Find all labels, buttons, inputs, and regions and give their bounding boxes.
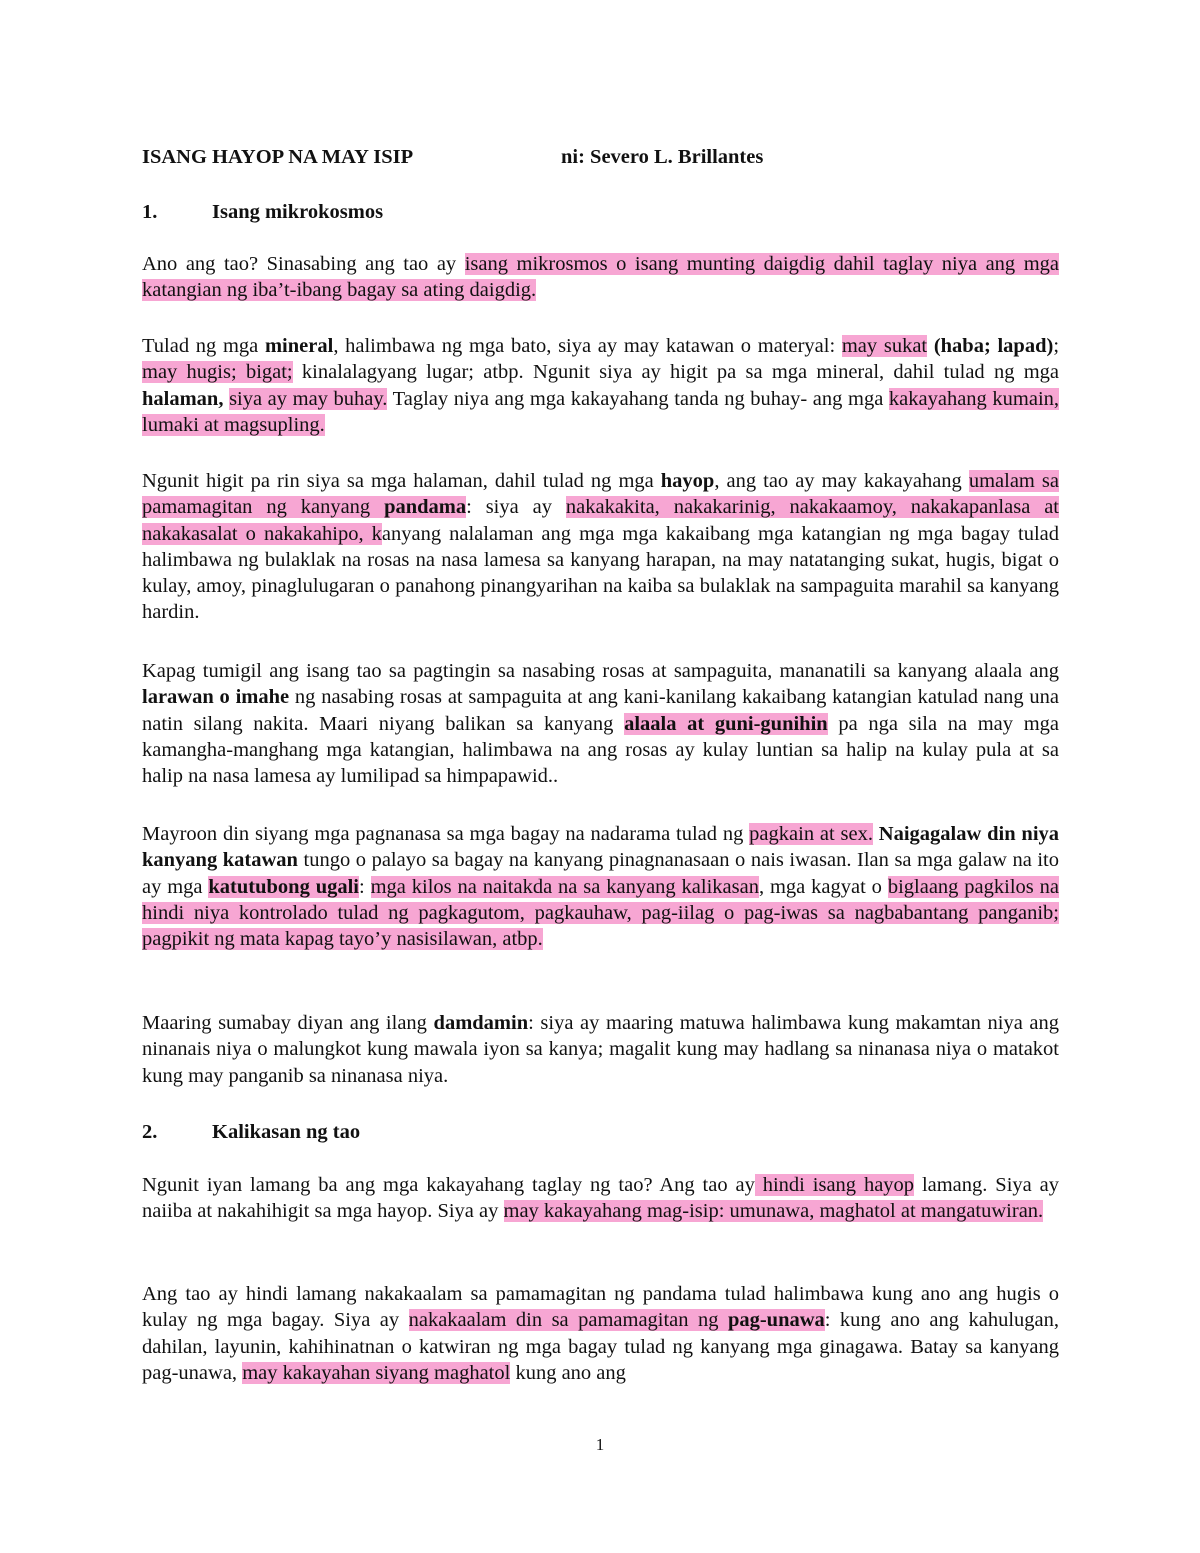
text-run: umalam sa pamamagitan ng kanyang <box>142 470 1059 519</box>
text-run: ; <box>1053 335 1060 357</box>
highlight: pagkain at sex. <box>749 823 873 845</box>
bold-term: mineral <box>264 335 334 357</box>
bold-term: pandama <box>384 496 467 519</box>
text-run: : kung ano ang kahulugan, dahilan, layunin, kahihinatnan o katwiran ng mga bagay tulad ng kanyang mga ginagawa. Batay sa kanyang pag-unawa, <box>142 1309 1059 1384</box>
title-row <box>142 146 1062 169</box>
text-run: . Ngunit siya ay higit pa sa mga mineral, dahil tulad ng mga <box>518 361 1060 384</box>
text-run: : siya ay maaring matuwa halimbawa kung makamtan niya ang ninanais niya o malungkot kung mawala iyon sa kanya; magalit kung may hadlang sa ninanasa niya o matakot kung may panganib sa ninanasa niya. <box>142 1012 1060 1087</box>
paragraph-1 <box>142 251 1059 304</box>
document-author: ni: Severo L. Brillantes <box>561 146 764 168</box>
highlight: hindi isang hayop <box>754 1174 915 1196</box>
text-run: Tulad ng mga <box>142 335 265 357</box>
text-run: nakakaalam din sa pamamagitan ng <box>408 1309 728 1332</box>
text-run: , halimbawa ng mga bato, siya ay may katawan o materyal: <box>333 335 842 357</box>
bold-term: (haba; lapad) <box>933 335 1054 357</box>
highlight: siya ay may buhay. <box>229 387 388 410</box>
section-2-title: Kalikasan ng tao <box>212 1121 361 1143</box>
text-run: Ang tao ay hindi lamang nakakaalam sa pamamagitan ng pandama tulad halimbawa kung ano ang hugis o kulay ng mga bagay. Siya ay <box>142 1283 1059 1332</box>
bold-term: hayop <box>660 470 715 492</box>
section-2-number: 2. <box>142 1121 158 1143</box>
text-run: Ngunit higit pa rin siya sa mga halaman, dahil tulad ng mga <box>142 470 661 492</box>
paragraph-3 <box>142 468 1059 626</box>
text-run: : siya ay <box>466 496 566 519</box>
bold-term: halaman, <box>142 387 224 410</box>
text-run: Ano ang tao? Sinasabing ang tao ay <box>142 253 465 275</box>
text-run: anyang nalalaman ang mga mga kakaibang mga katangian ng mga bagay tulad halimbawa ng bulaklak na rosas na nasa lamesa sa kanyang harapan, na may natatanging sukat, hugis, bigat o kulay, amoy, pinaglulugaran o panahong pinangyarihan na kaiba sa bulaklak na sampaguita marahil sa kanyang hardin. <box>142 522 1060 624</box>
highlight <box>409 1309 825 1331</box>
highlight: may sukat <box>841 335 928 357</box>
text-run: Taglay niya ang mga kakayahang tanda ng buhay- ang mga <box>387 387 889 410</box>
paragraph-6 <box>142 1010 1059 1089</box>
document-title: ISANG HAYOP NA MAY ISIP <box>142 146 414 168</box>
text-run: Mayroon din siyang mga pagnanasa sa mga bagay na nadarama tulad ng <box>142 823 750 845</box>
highlight: isang mikrosmos o isang munting daigdig dahil taglay niya ang mga katangian ng iba’t-ibang bagay sa ating daigdig. <box>142 253 1059 302</box>
text-run: Ngunit iyan lamang ba ang mga kakayahang taglay ng tao? Ang tao ay <box>142 1174 755 1196</box>
paragraph-7 <box>142 1172 1059 1225</box>
text-run: Kapag tumigil ang isang tao sa pagtingin sa nasabing rosas at sampaguita, mananatili sa kanyang alaala ang <box>142 660 1059 682</box>
highlight: biglaang pagkilos na hindi niya kontrolado tulad ng pagkagutom, pagkauhaw, pag-iilag o pag-iwas sa nagbabantang panganib; pagpikit ng mata kapag tayo’y nasisilawan, atbp. <box>142 875 1059 951</box>
text-run: : <box>359 875 371 898</box>
page-number: 1 <box>595 1435 605 1454</box>
bold-term: pag-unawa <box>727 1309 825 1332</box>
text-run: lamang. Siya ay naiiba at nakahihigit sa mga hayop. Siya ay <box>142 1174 1060 1223</box>
section-1-number: 1. <box>142 201 158 223</box>
highlight: may hugis; bigat; <box>142 361 293 384</box>
section-2-heading <box>142 1121 360 1144</box>
text-run: tungo o palayo sa bagay na kanyang pinagnanasaan o nais iwasan. Ilan sa mga galaw na ito ay mga <box>142 849 1059 898</box>
section-1-title: Isang mikrokosmos <box>212 201 384 223</box>
text-run: Maaring sumabay diyan ang ilang <box>142 1012 434 1034</box>
highlight: nakakakita, nakakarinig, nakakaamoy, nakakapanlasa at nakakasalat o nakakahipo, k <box>142 496 1059 545</box>
highlight: mga kilos na naitakda na sa kanyang kalikasan <box>370 875 759 898</box>
text-run: ng nasabing rosas at sampaguita at ang kani-kanilang kakaibang katangian katulad nang una natin silang nakita. Maari niyang balikan sa kanyang <box>142 686 1059 735</box>
text-run: , mga kagyat o <box>758 875 888 898</box>
highlight: may kakayahan siyang maghatol <box>242 1361 511 1384</box>
text-run <box>927 335 934 357</box>
text-run: kinalalagyang lugar; atbp <box>292 361 519 384</box>
bold-term: Naigagalaw din niya kanyang katawan <box>142 823 1060 872</box>
paragraph-5 <box>142 821 1059 952</box>
paragraph-8 <box>142 1281 1059 1386</box>
paragraph-2 <box>142 333 1059 438</box>
text-run: kung ano ang <box>510 1361 626 1384</box>
bold-term: larawan o imahe <box>142 686 290 709</box>
text-run: , ang tao ay may kakayahang <box>714 470 969 492</box>
paragraph-4 <box>142 658 1059 789</box>
text-run: pa nga sila na may mga kamangha-manghang mga katangian, halimbawa na ang rosas ay kulay luntian sa halip na kulay pula at sa halip na nasa lamesa ay lumilipad sa himpapawid.. <box>142 712 1059 788</box>
section-1-heading <box>142 201 383 224</box>
highlight: may kakayahang mag-isip: umunawa, maghatol at mangatuwiran. <box>503 1200 1044 1223</box>
highlight-bold: katutubong ugali <box>208 875 359 898</box>
highlight-bold: alaala at guni-gunihin <box>624 712 828 735</box>
highlight: kakayahang kumain, lumaki at magsupling. <box>142 387 1060 436</box>
bold-term: damdamin <box>433 1012 529 1034</box>
